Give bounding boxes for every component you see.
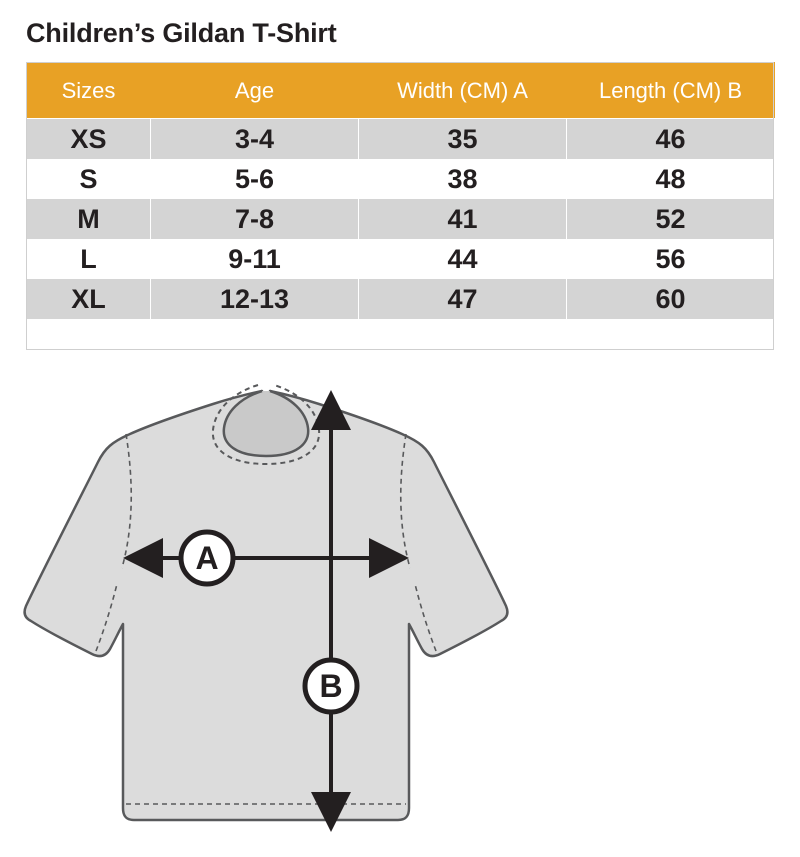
tshirt-measurement-diagram: [0, 368, 800, 857]
cell-size: XL: [27, 279, 151, 319]
cell-length: 52: [567, 199, 775, 239]
cell-length: 56: [567, 239, 775, 279]
cell-age: 9-11: [151, 239, 359, 279]
cell-size: XS: [27, 119, 151, 160]
column-header-age: Age: [151, 63, 359, 119]
length-marker-label: B: [319, 668, 343, 704]
cell-age: 5-6: [151, 159, 359, 199]
cell-width: 47: [359, 279, 567, 319]
table-body: [27, 119, 775, 320]
cell-size: S: [27, 159, 151, 199]
size-chart-table: [26, 62, 775, 319]
table-row: [27, 199, 775, 239]
column-header-length: Length (CM) B: [567, 63, 775, 119]
cell-length: 46: [567, 119, 775, 160]
table-row: [27, 119, 775, 160]
cell-width: 38: [359, 159, 567, 199]
cell-length: 60: [567, 279, 775, 319]
tshirt-shape: [25, 385, 508, 820]
cell-age: 3-4: [151, 119, 359, 160]
cell-size: M: [27, 199, 151, 239]
page-title: Children’s Gildan T-Shirt: [26, 18, 337, 48]
cell-width: 35: [359, 119, 567, 160]
column-header-sizes: Sizes: [27, 63, 151, 119]
column-header-width: Width (CM) A: [359, 63, 567, 119]
width-marker-label: A: [195, 540, 219, 576]
cell-width: 44: [359, 239, 567, 279]
table-row: [27, 279, 775, 319]
cell-width: 41: [359, 199, 567, 239]
cell-age: 12-13: [151, 279, 359, 319]
cell-length: 48: [567, 159, 775, 199]
cell-size: L: [27, 239, 151, 279]
cell-age: 7-8: [151, 199, 359, 239]
table-row: [27, 239, 775, 279]
table-header-row: [27, 63, 775, 119]
table-header: [27, 63, 775, 119]
table-row: [27, 159, 775, 199]
